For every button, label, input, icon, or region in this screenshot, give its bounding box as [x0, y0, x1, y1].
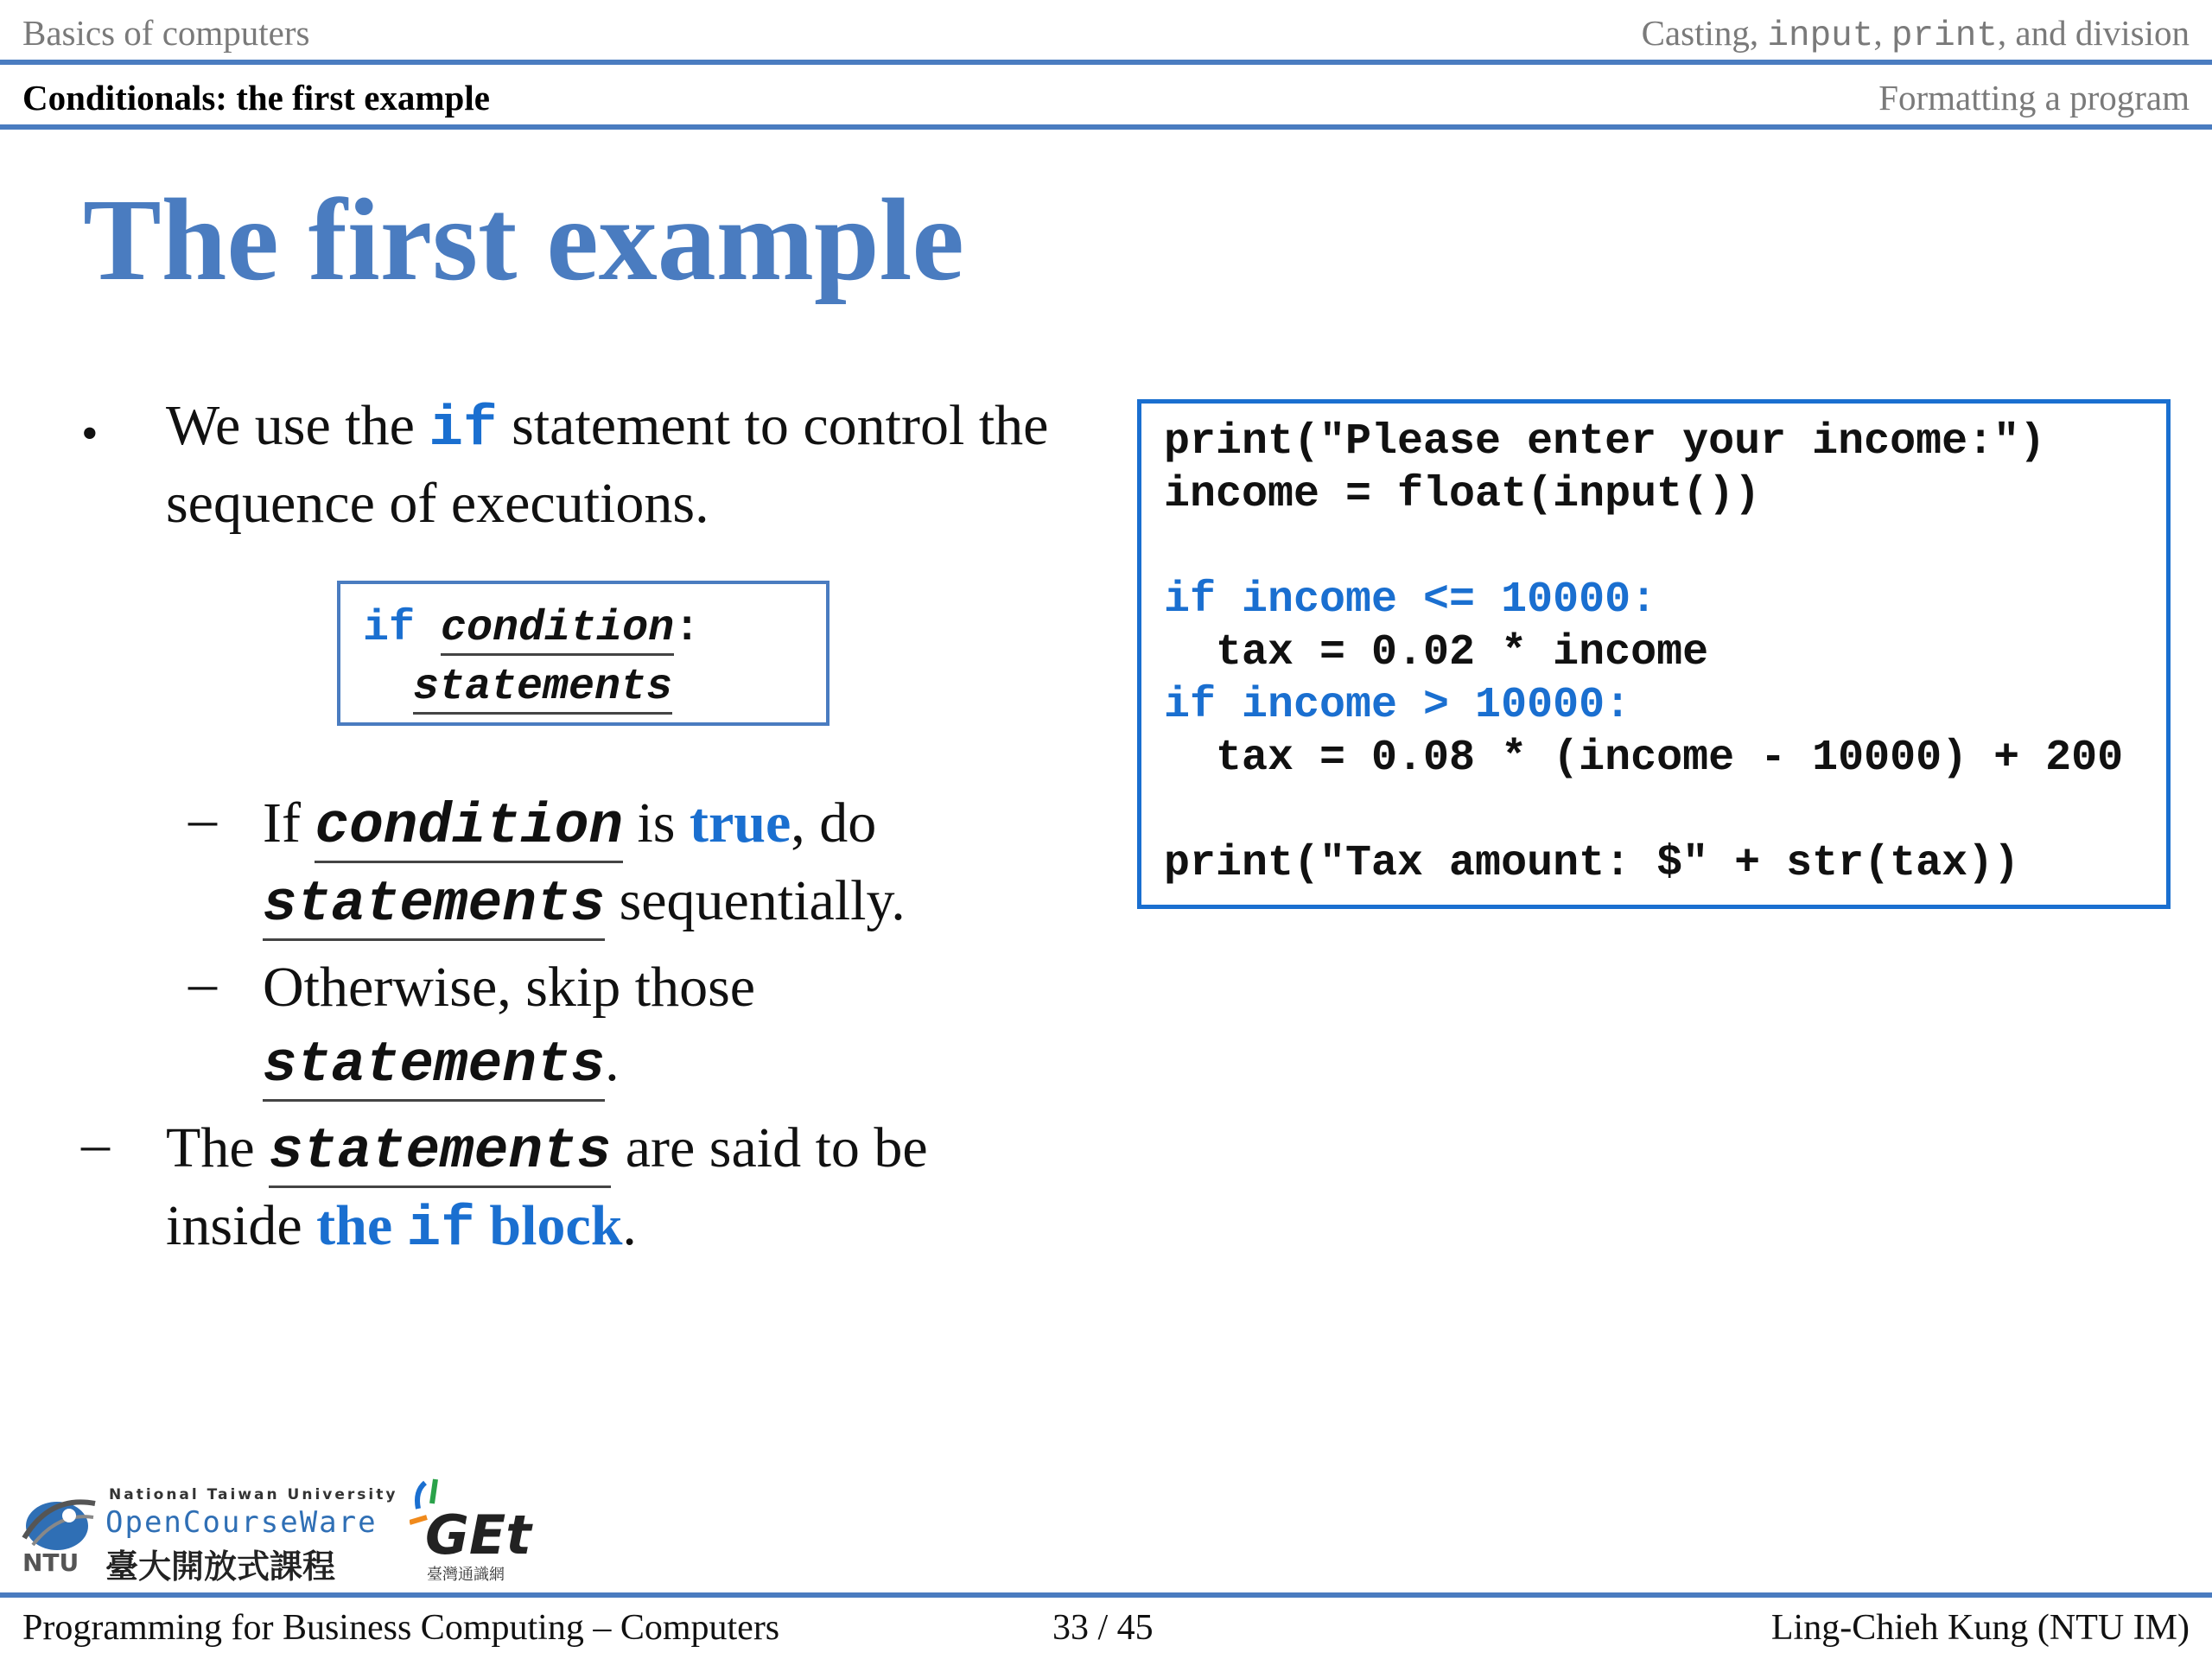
if-syntax-box	[337, 581, 830, 726]
ocw-text: OpenCourseWare	[105, 1505, 378, 1540]
header-bottom-row	[0, 65, 2212, 127]
code-line-9: print("Tax amount: $" + str(tax))	[1164, 839, 2020, 888]
header-divider-bottom	[0, 124, 2212, 130]
syntax-statements-line: statements	[363, 658, 804, 717]
header-next-topic: Formatting a program	[1878, 78, 2190, 118]
code-line-5: tax = 0.02 * income	[1164, 628, 1709, 677]
header-top-row	[0, 0, 2212, 62]
code-line-4: if income <= 10000:	[1164, 575, 1657, 625]
header-section: Basics of computers	[22, 13, 310, 53]
sub-bullet-dash-1: –	[188, 787, 217, 850]
header-topic: Casting, input, print, and division	[1641, 13, 2190, 56]
sub-bullet-dash-2: –	[188, 951, 217, 1014]
footer-author: Ling-Chieh Kung (NTU IM)	[1770, 1608, 2190, 1648]
syntax-if-line: if condition:	[363, 600, 804, 658]
code-line-6: if income > 10000:	[1164, 681, 1631, 730]
footer-divider	[0, 1592, 2212, 1598]
ntu-abbr: NTU	[22, 1548, 79, 1577]
footer-page-number: 33 / 45	[1052, 1608, 1154, 1648]
footer-course: Programming for Business Computing – Computers	[22, 1608, 780, 1648]
code-line-2: income = float(input())	[1164, 470, 1761, 519]
ocw-chinese-text: 臺大開放式課程	[105, 1548, 336, 1586]
code-line-1: print("Please enter your income:")	[1164, 417, 2046, 467]
code-example-box	[1137, 399, 2171, 909]
sub-bullet-if-block: The statements are said to be inside the if block.	[166, 1116, 928, 1262]
bullet-if-statement: We use the if statement to control the sequence of executions.	[166, 394, 1049, 535]
course-logos	[16, 1469, 551, 1590]
code-line-7: tax = 0.08 * (income - 10000) + 200	[1164, 734, 2124, 783]
header-subsection: Conditionals: the first example	[22, 78, 490, 118]
code-line-blank-2	[1164, 785, 2144, 837]
sub-bullet-dash-3: –	[81, 1112, 110, 1175]
bullet-dot: •	[81, 407, 99, 461]
get-logo-text: GEt	[425, 1503, 531, 1567]
sub-bullet-otherwise: Otherwise, skip those statements.	[263, 950, 1040, 1103]
ntu-name-text: National Taiwan University	[109, 1486, 398, 1503]
slide-title: The first example	[83, 175, 964, 305]
get-chinese-text: 臺灣通識網	[427, 1566, 505, 1584]
code-line-blank-1	[1164, 521, 2144, 574]
sub-bullet-condition-true: If condition is true, do statements sequentially.	[263, 786, 1040, 942]
